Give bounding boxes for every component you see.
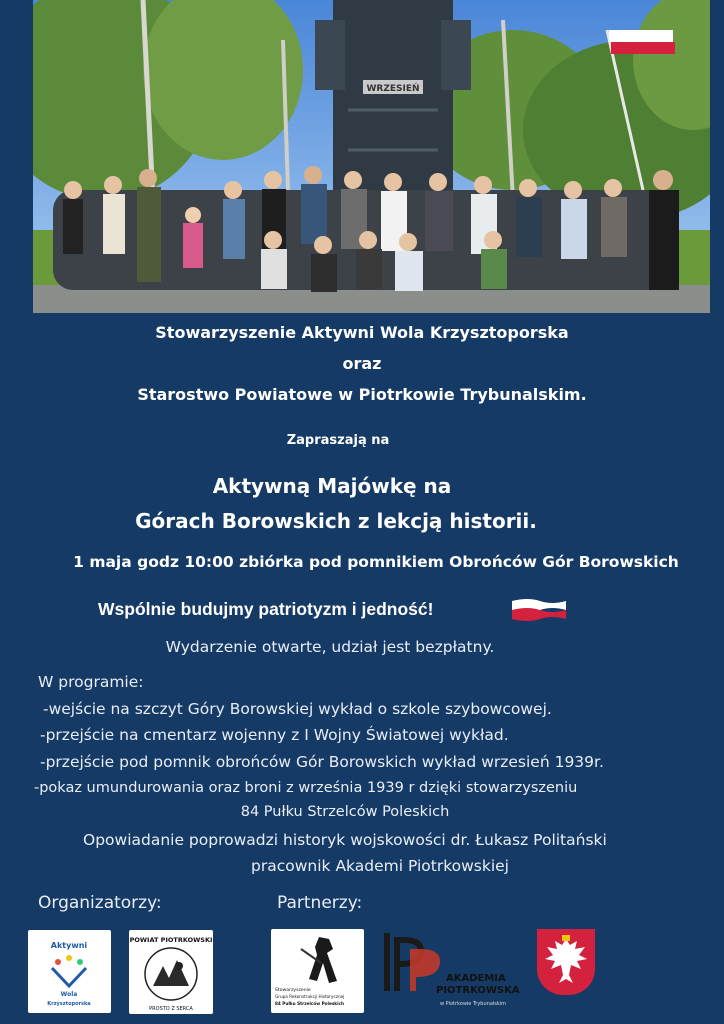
open-event-note: Wydarzenie otwarte, udział jest bezpłatny. — [165, 638, 495, 656]
group-photo — [33, 0, 710, 313]
grh-logo-line-1: Stowarzyszenie — [275, 988, 311, 993]
akademia-logo-line-3: w Piotrkowie Trybunalskim — [440, 1001, 507, 1007]
grh-logo-line-3: 84 Pułku Strzelców Poleskich — [275, 1001, 344, 1006]
narration-line-2: pracownik Akademi Piotrkowskiej — [251, 857, 509, 875]
powiat-logo-title: POWIAT PIOTRKOWSKI — [129, 936, 213, 944]
aktywni-logo — [28, 930, 111, 1013]
aktywni-logo-sub-1: Wola — [60, 991, 78, 998]
event-title-2: Górach Borowskich z lekcją historii. — [135, 509, 537, 533]
program-item-3: -przejście pod pomnik obrońców Gór Borowskich wykład wrzesień 1939r. — [40, 753, 604, 771]
polish-eagle-emblem-icon — [537, 929, 595, 995]
aktywni-logo-title: Aktywni — [50, 941, 88, 950]
event-title-1: Aktywną Majówkę na — [212, 474, 452, 498]
narration-line-1: Opowiadanie poprowadzi historyk wojskowości dr. Łukasz Politański — [83, 831, 607, 849]
group-photo-illustration — [33, 0, 710, 313]
oraz-line: oraz — [342, 354, 382, 373]
akademia-logo-line-1: AKADEMIA — [446, 973, 506, 984]
powiat-logo-motto: PROSTO Z SERCA — [149, 1006, 193, 1012]
invite-line: Zapraszają na — [286, 433, 390, 448]
program-item-2: -przejście na cmentarz wojenny z I Wojny Światowej wykład. — [40, 726, 509, 744]
grh-84-logo — [271, 929, 364, 1013]
polish-flag-icon — [510, 597, 568, 623]
starostwo-line: Starostwo Powiatowe w Piotrkowie Trybunalskim. — [137, 385, 587, 404]
akademia-logo-line-2: PIOTRKOWSKA — [436, 985, 520, 996]
slogan: Wspólnie budujmy patriotyzm i jedność! — [98, 599, 434, 619]
program-item-4: -pokaz umundurowania oraz broni z września 1939 r dzięki stowarzyszeniu — [34, 780, 578, 796]
when-where: 1 maja godz 10:00 zbiórka pod pomnikiem Obrońców Gór Borowskich — [73, 553, 679, 571]
program-heading: W programie: — [38, 673, 144, 691]
organizer-line: Stowarzyszenie Aktywni Wola Krzysztoporska — [155, 323, 569, 342]
partners-label: Partnerzy: — [277, 893, 363, 913]
monument-sign: WRZESIEŃ — [366, 84, 420, 94]
organizers-label: Organizatorzy: — [38, 893, 162, 913]
program-item-4-cont: 84 Pułku Strzelców Poleskich — [240, 804, 450, 820]
powiat-logo — [129, 930, 213, 1014]
akademia-piotrkowska-logo — [380, 929, 522, 1013]
aktywni-logo-sub-2: Krzysztoporska — [47, 1001, 91, 1007]
program-item-1: -wejście na szczyt Góry Borowskiej wykład o szkole szybowcowej. — [43, 700, 552, 718]
grh-logo-line-2: Grupa Rekonstrukcji Historycznej — [275, 994, 345, 999]
